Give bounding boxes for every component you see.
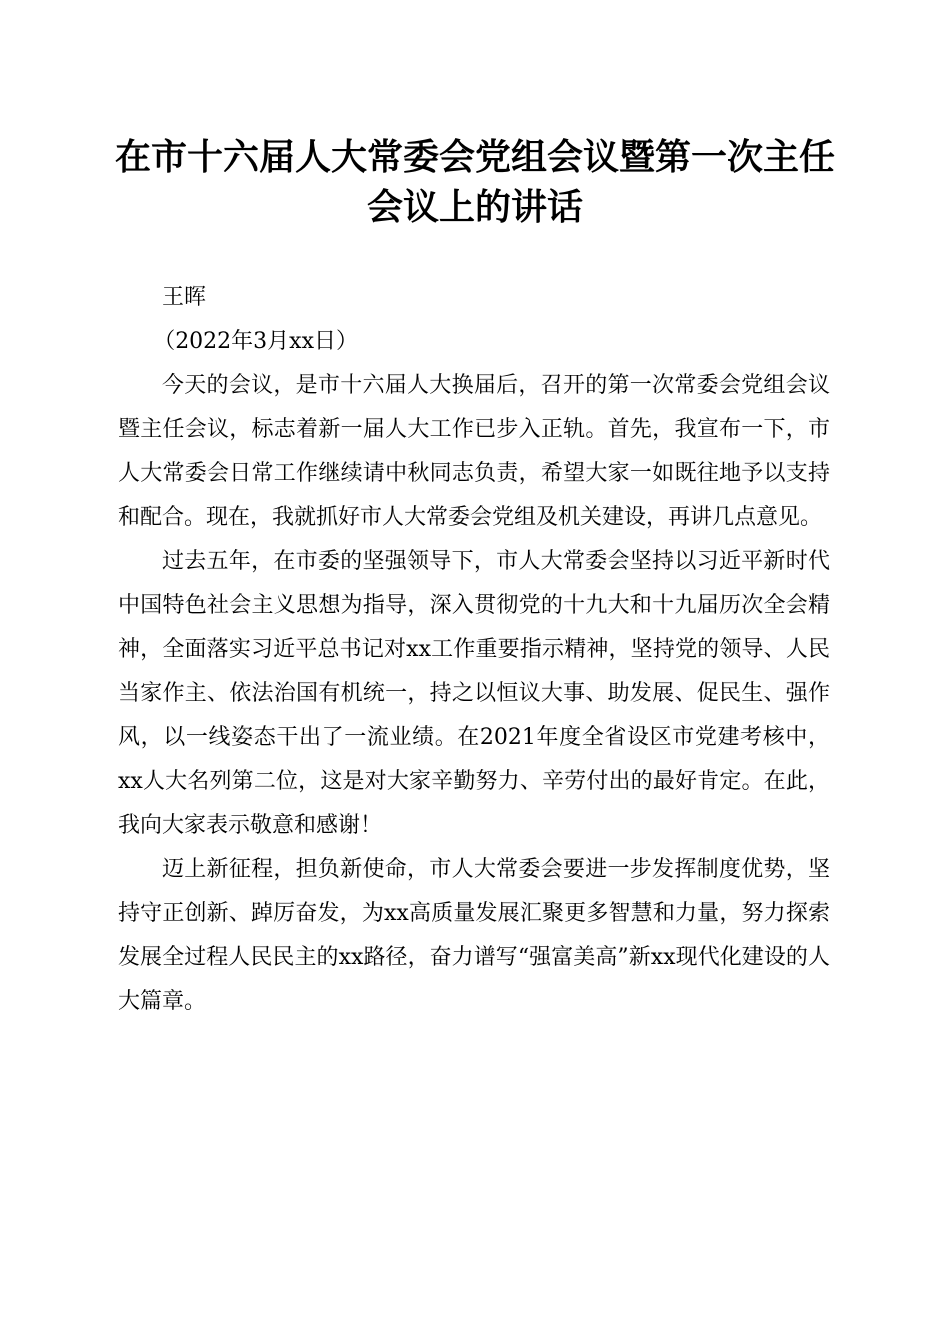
document-body — [118, 276, 830, 1024]
author-name: 王晖 — [162, 285, 207, 310]
title-line-1: 在市十六届人大常委会党组会议暨第一次主任 — [114, 136, 835, 178]
paragraph-3: 迈上新征程，担负新使命，市人大常委会要进一步发挥制度优势，坚持守正创新、踔厉奋发，为xx高质量发展汇聚更多智慧和力量，努力探索发展全过程人民民主的xx路径，奋力谱写“强富美高”新xx现代化建设的人大篇章。 — [118, 857, 830, 1014]
document-title — [100, 132, 850, 232]
paragraph-1: 今天的会议，是市十六届人大换届后，召开的第一次常委会党组会议暨主任会议，标志着新一届人大工作已步入正轨。首先，我宣布一下，市人大常委会日常工作继续请中秋同志负责，希望大家一如既往地予以支持和配合。现在，我就抓好市人大常委会党组及机关建设，再讲几点意见。 — [118, 373, 830, 530]
speech-date: （2022年3月xx日） — [153, 329, 358, 354]
title-line-2: 会议上的讲话 — [366, 186, 583, 228]
paragraph-2: 过去五年，在市委的坚强领导下，市人大常委会坚持以习近平新时代中国特色社会主义思想为指导，深入贯彻党的十九大和十九届历次全会精神，全面落实习近平总书记对xx工作重要指示精神，坚持党的领导、人民当家作主、依法治国有机统一，持之以恒议大事、助发展、促民生、强作风，以一线姿态干出了一流业绩。在2021年度全省设区市党建考核中，xx人大名列第二位，这是对大家辛勤努力、辛劳付出的最好肯定。在此，我向大家表示敬意和感谢！ — [118, 549, 830, 838]
